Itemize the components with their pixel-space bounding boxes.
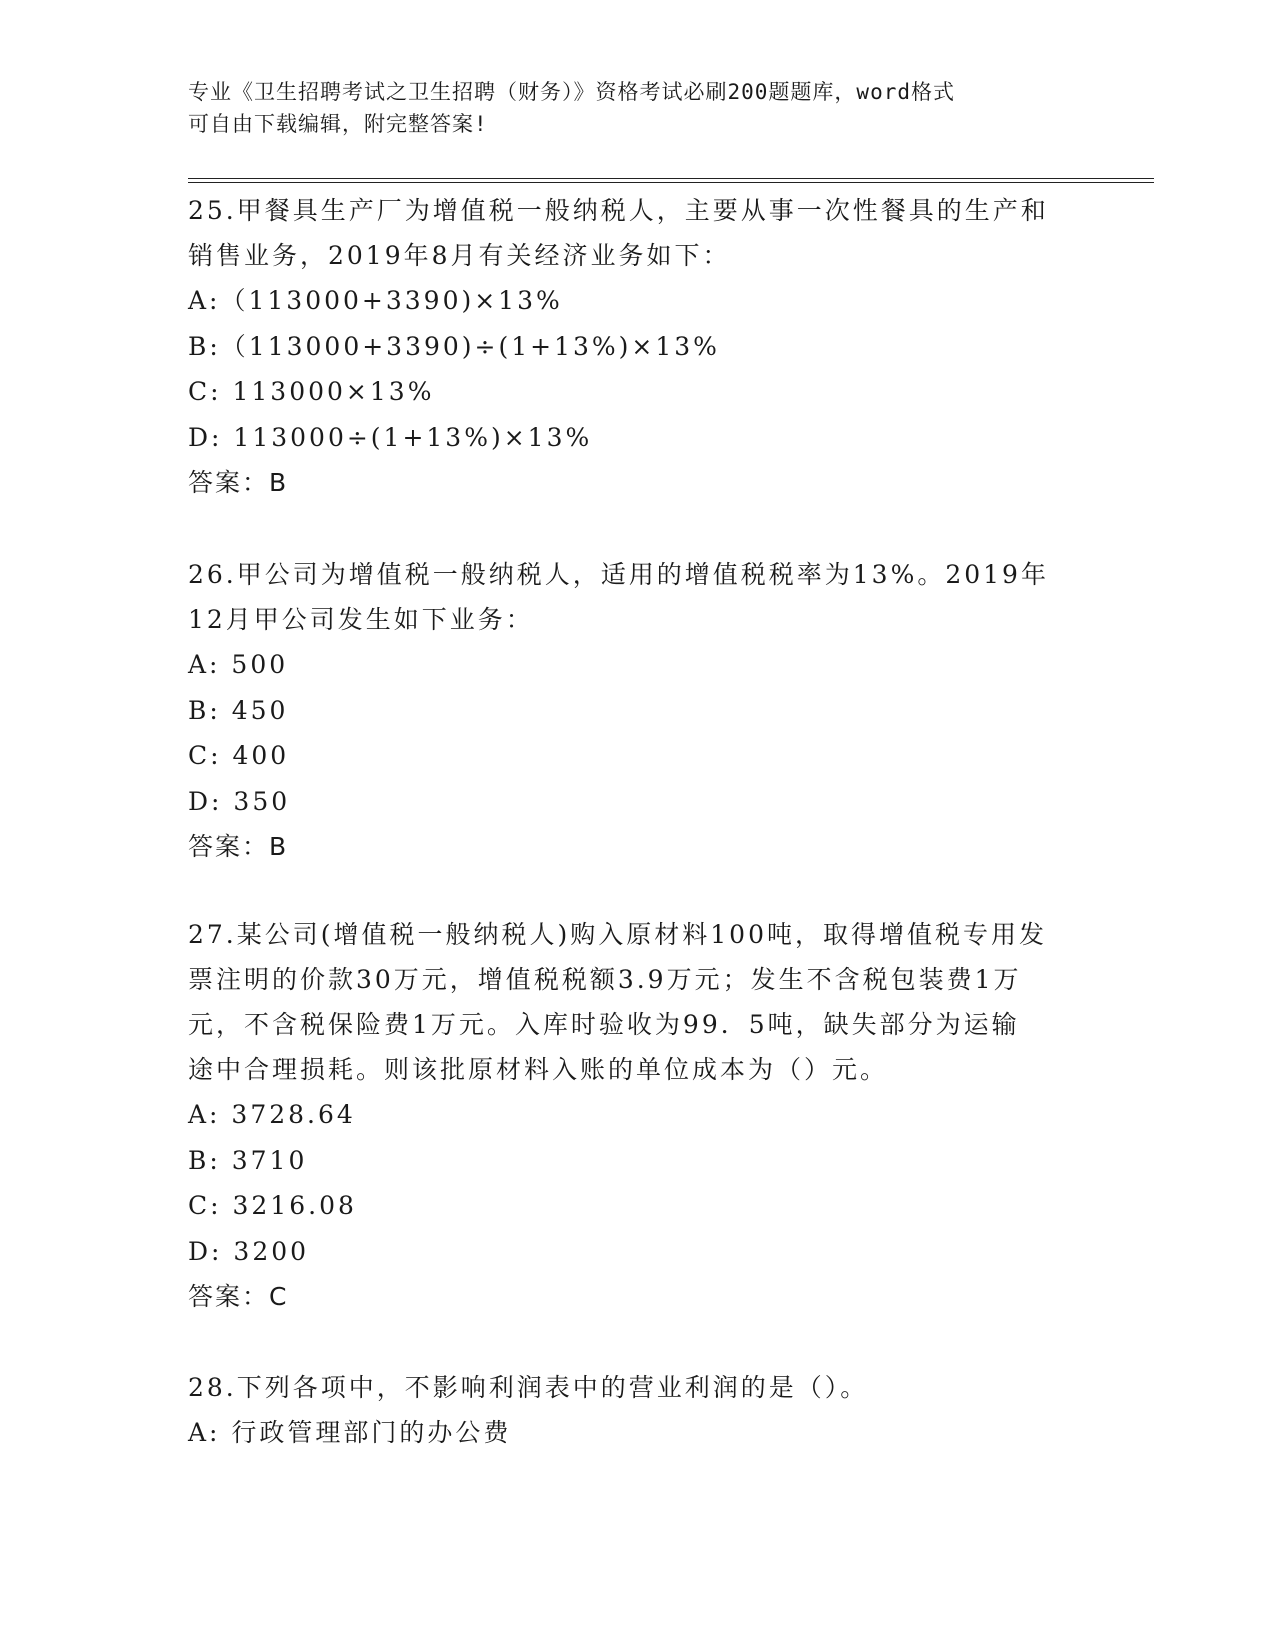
- stem-line: 28.下列各项中，不影响利润表中的营业利润的是（）。: [188, 1373, 869, 1402]
- stem-line: 26.甲公司为增值税一般纳税人，适用的增值税税率为13%。2019年: [188, 560, 1049, 589]
- question-26: [188, 552, 1088, 870]
- option-a: A:（113000+3390)×13%: [188, 286, 563, 315]
- option-c: C: 3216.08: [188, 1191, 357, 1220]
- option-a: A: 500: [188, 650, 289, 679]
- question-stem: [188, 552, 1088, 642]
- stem-line: 12月甲公司发生如下业务：: [188, 605, 534, 634]
- question-stem: [188, 188, 1088, 278]
- header-line: 可自由下载编辑，附完整答案!: [188, 112, 488, 136]
- stem-line: 元，不含税保险费1万元。入库时验收为99．5吨，缺失部分为运输: [188, 1010, 1020, 1039]
- answer-line: 答案：C: [188, 1282, 289, 1311]
- option-a: A: 行政管理部门的办公费: [188, 1418, 512, 1447]
- option-b: B:（113000+3390)÷(1+13%)×13%: [188, 331, 720, 361]
- option-a: A: 3728.64: [188, 1100, 356, 1129]
- option-b: B: 3710: [188, 1145, 308, 1175]
- stem-line: 25.甲餐具生产厂为增值税一般纳税人，主要从事一次性餐具的生产和: [188, 196, 1049, 225]
- stem-line: 票注明的价款30万元，增值税税额3.9万元；发生不含税包装费1万: [188, 965, 1022, 994]
- option-d: D: 113000÷(1+13%)×13%: [188, 422, 593, 452]
- question-stem: [188, 912, 1088, 1092]
- option-d: D: 350: [188, 786, 291, 816]
- option-c: C: 400: [188, 741, 290, 770]
- option-b: B: 450: [188, 695, 289, 725]
- question-25: [188, 188, 1088, 506]
- stem-line: 途中合理损耗。则该批原材料入账的单位成本为（）元。: [188, 1055, 889, 1084]
- stem-line: 销售业务，2019年8月有关经济业务如下：: [188, 241, 731, 270]
- option-c: C: 113000×13%: [188, 377, 435, 406]
- document-header: [188, 76, 1068, 140]
- question-27: [188, 912, 1088, 1320]
- question-stem: [188, 1365, 1088, 1410]
- stem-line: 27.某公司(增值税一般纳税人)购入原材料100吨，取得增值税专用发: [188, 920, 1047, 949]
- option-d: D: 3200: [188, 1236, 310, 1266]
- answer-line: 答案：B: [188, 832, 289, 861]
- header-line: 专业《卫生招聘考试之卫生招聘（财务）》资格考试必刷200题题库，word格式: [188, 80, 955, 104]
- answer-line: 答案：B: [188, 468, 289, 497]
- question-28: [188, 1365, 1088, 1456]
- header-divider: [188, 178, 1154, 183]
